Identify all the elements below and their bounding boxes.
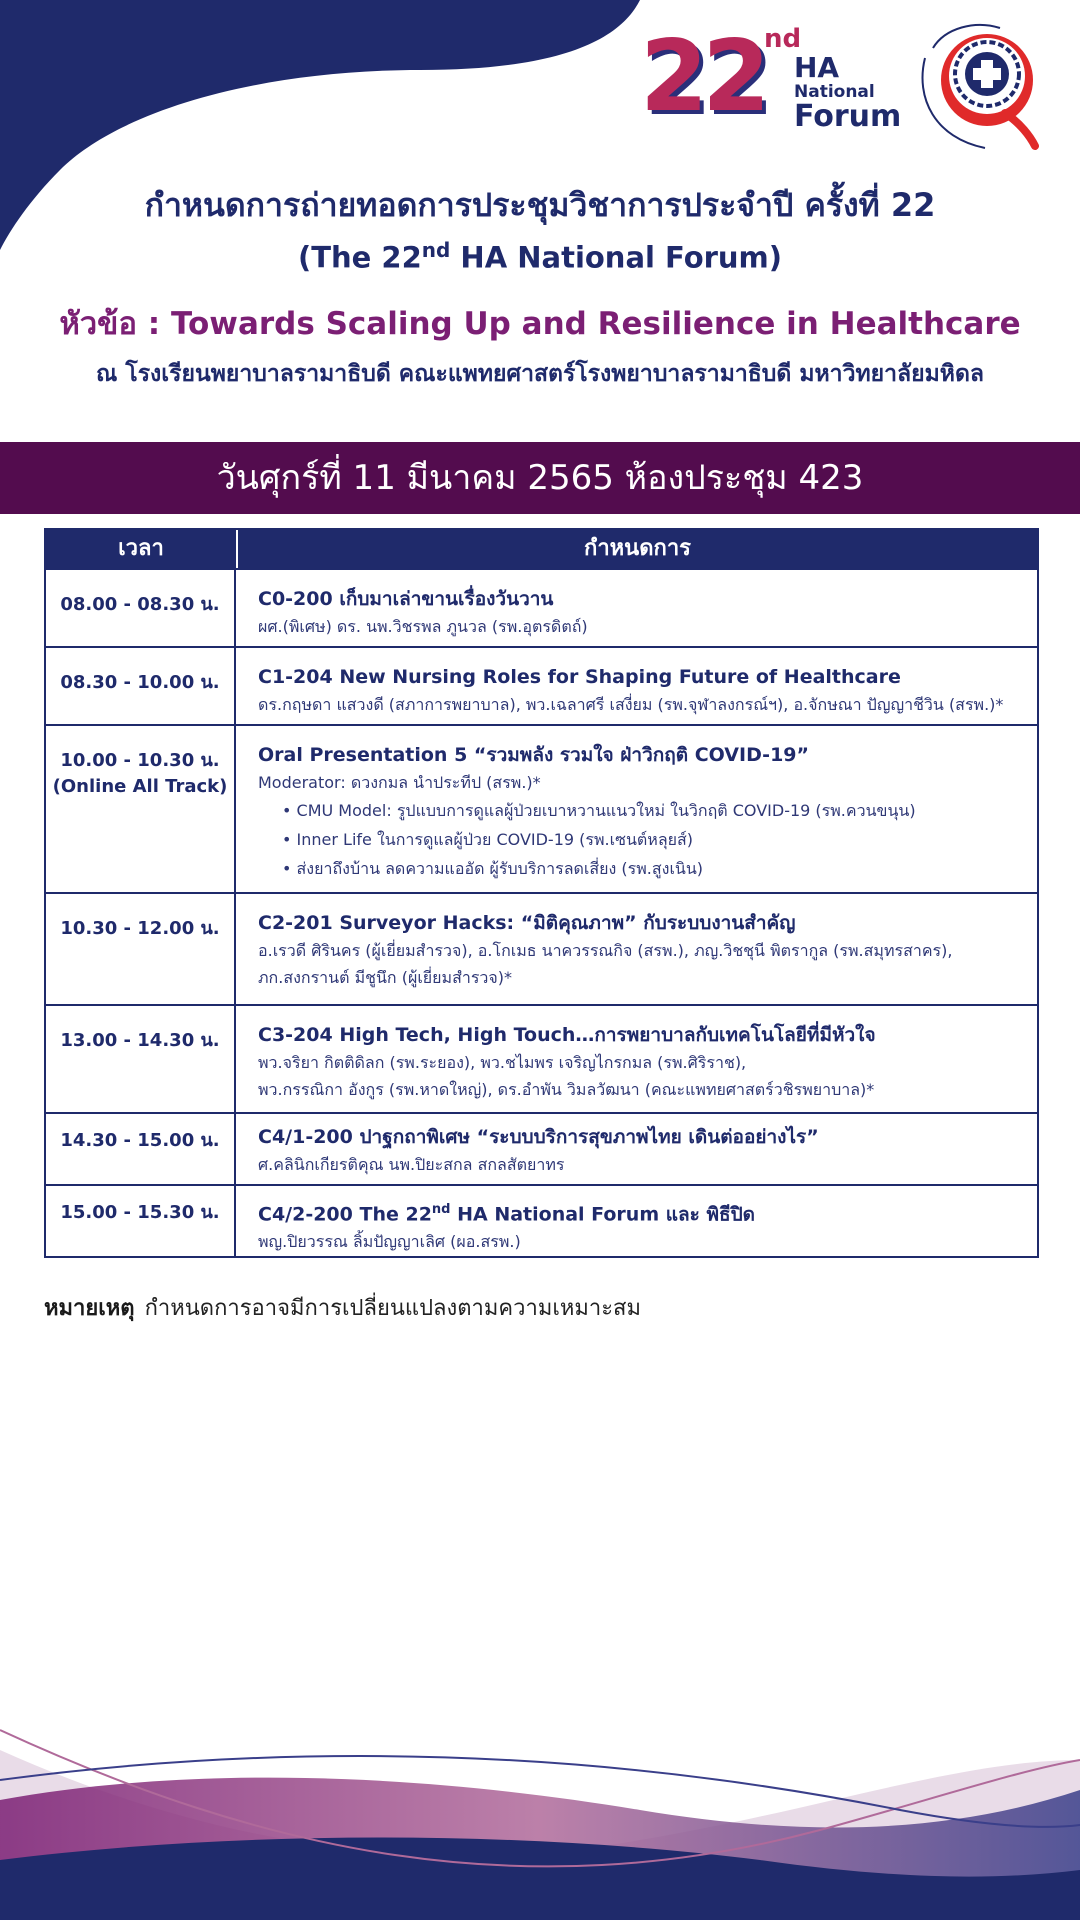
bottom-wave-decoration (0, 1720, 1080, 1920)
date-room-banner: วันศุกร์ที่ 11 มีนาคม 2565 ห้องประชุม 423 (0, 442, 1080, 514)
logo-line3: Forum (794, 99, 902, 134)
row-time: 14.30 - 15.00 น. (46, 1114, 236, 1184)
venue-text: ณ โรงเรียนพยาบาลรามาธิบดี คณะแพทยศาสตร์โรงพยาบาลรามาธิบดี มหาวิทยาลัยมหิดล (96, 361, 984, 387)
presentation-item: • ส่งยาถึงบ้าน ลดความแออัด ผู้รับบริการลดเสี่ยง (รพ.สูงเนิน) (282, 859, 704, 878)
table-header (46, 530, 1037, 568)
logo-line2: National (794, 82, 875, 102)
session-title: C0-200 เก็บมาเล่าขานเรื่องวันวาน (258, 588, 554, 610)
row-time: 10.30 - 12.00 น. (46, 894, 236, 1004)
session-moderator: Moderator: ดวงกมล นำประทีป (สรพ.)* (258, 773, 541, 792)
session-speakers: ศ.คลินิกเกียรติคุณ นพ.ปิยะสกล สกลสัตยาทร (258, 1155, 565, 1174)
session-speakers: พว.จริยา กิตติดิลก (รพ.ระยอง), พว.ชไมพร เจริญไกรกมล (รพ.ศิริราช), (258, 1053, 747, 1072)
footnote (44, 1290, 641, 1325)
session-speakers: อ.เรวดี ศิรินคร (ผู้เยี่ยมสำรวจ), อ.โกเมธ นาควรรณกิจ (สรพ.), ภญ.วิชชุนี พิตรากูล (รพ.สมุทรสาคร), (258, 941, 953, 960)
session-title: Oral Presentation 5 “รวมพลัง รวมใจ ฝ่าวิกฤติ COVID-19” (258, 744, 809, 766)
row-time: 15.00 - 15.30 น. (46, 1186, 236, 1256)
ha-institute-emblem-icon (905, 18, 1065, 158)
session-title: C2-201 Surveyor Hacks: “มิติคุณภาพ” กับระบบงานสำคัญ (258, 912, 796, 934)
col-time-header: เวลา (46, 530, 238, 568)
table-row (46, 1184, 1037, 1256)
session-title: C4/2-200 The 22nd HA National Forum และ พิธีปิด (258, 1202, 755, 1226)
footnote-text: กำหนดการอาจมีการเปลี่ยนแปลงตามความเหมาะสม (144, 1296, 641, 1321)
col-agenda-header: กำหนดการ (584, 536, 691, 561)
footnote-label: หมายเหตุ (44, 1296, 135, 1321)
row-time: 10.00 - 10.30 น. (Online All Track) (46, 726, 236, 892)
page-subtitle: (The 22nd HA National Forum) (297, 238, 783, 275)
table-row (46, 724, 1037, 892)
table-row (46, 892, 1037, 1004)
topic-heading: หัวข้อ : Towards Scaling Up and Resilience in Healthcare (59, 306, 1021, 342)
session-speakers: ผศ.(พิเศษ) ดร. นพ.วิชรพล ภูนวล (รพ.อุตรดิตถ์) (258, 617, 588, 636)
page-title: กำหนดการถ่ายทอดการประชุมวิชาการประจำปี ครั้งที่ 22 (144, 186, 936, 224)
session-title: C4/1-200 ปาฐกถาพิเศษ “ระบบบริการสุขภาพไทย เดินต่ออย่างไร” (258, 1126, 819, 1148)
presentation-item: • Inner Life ในการดูแลผู้ป่วย COVID-19 (รพ.เซนต์หลุยส์) (282, 830, 693, 849)
table-row (46, 568, 1037, 646)
table-row (46, 646, 1037, 724)
session-speakers: ดร.กฤษดา แสวงดี (สภาการพยาบาล), พว.เฉลาศรี เสงี่ยม (รพ.จุฬาลงกรณ์ฯ), อ.จักษณา ปัญญาชีวิน (สรพ.)* (258, 695, 1004, 714)
row-time: 08.00 - 08.30 น. (46, 570, 236, 646)
table-row (46, 1112, 1037, 1184)
schedule-table (44, 528, 1039, 1258)
logo-number: 22 (640, 20, 765, 134)
session-title: C1-204 New Nursing Roles for Shaping Future of Healthcare (258, 666, 901, 688)
presentation-item: • CMU Model: รูปแบบการดูแลผู้ป่วยเบาหวานแนวใหม่ ในวิกฤติ COVID-19 (รพ.ควนขนุน) (282, 801, 916, 820)
logo-line1: HA (794, 51, 840, 84)
row-time: 13.00 - 14.30 น. (46, 1006, 236, 1112)
session-title: C3-204 High Tech, High Touch…การพยาบาลกับเทคโนโลยีที่มีหัวใจ (258, 1024, 876, 1046)
session-speakers: พว.กรรณิกา อังกูร (รพ.หาดใหญ่), ดร.อำพัน วิมลวัฒนา (คณะแพทยศาสตร์วชิรพยาบาล)* (258, 1080, 875, 1099)
table-row (46, 1004, 1037, 1112)
session-speakers: ภก.สงกรานต์ มีชูนึก (ผู้เยี่ยมสำรวจ)* (258, 968, 513, 987)
row-time: 08.30 - 10.00 น. (46, 648, 236, 724)
logo-suffix: nd (764, 24, 802, 54)
session-speakers: พญ.ปิยวรรณ ลิ้มปัญญาเลิศ (ผอ.สรพ.) (258, 1232, 521, 1252)
forum-logo (640, 20, 902, 140)
